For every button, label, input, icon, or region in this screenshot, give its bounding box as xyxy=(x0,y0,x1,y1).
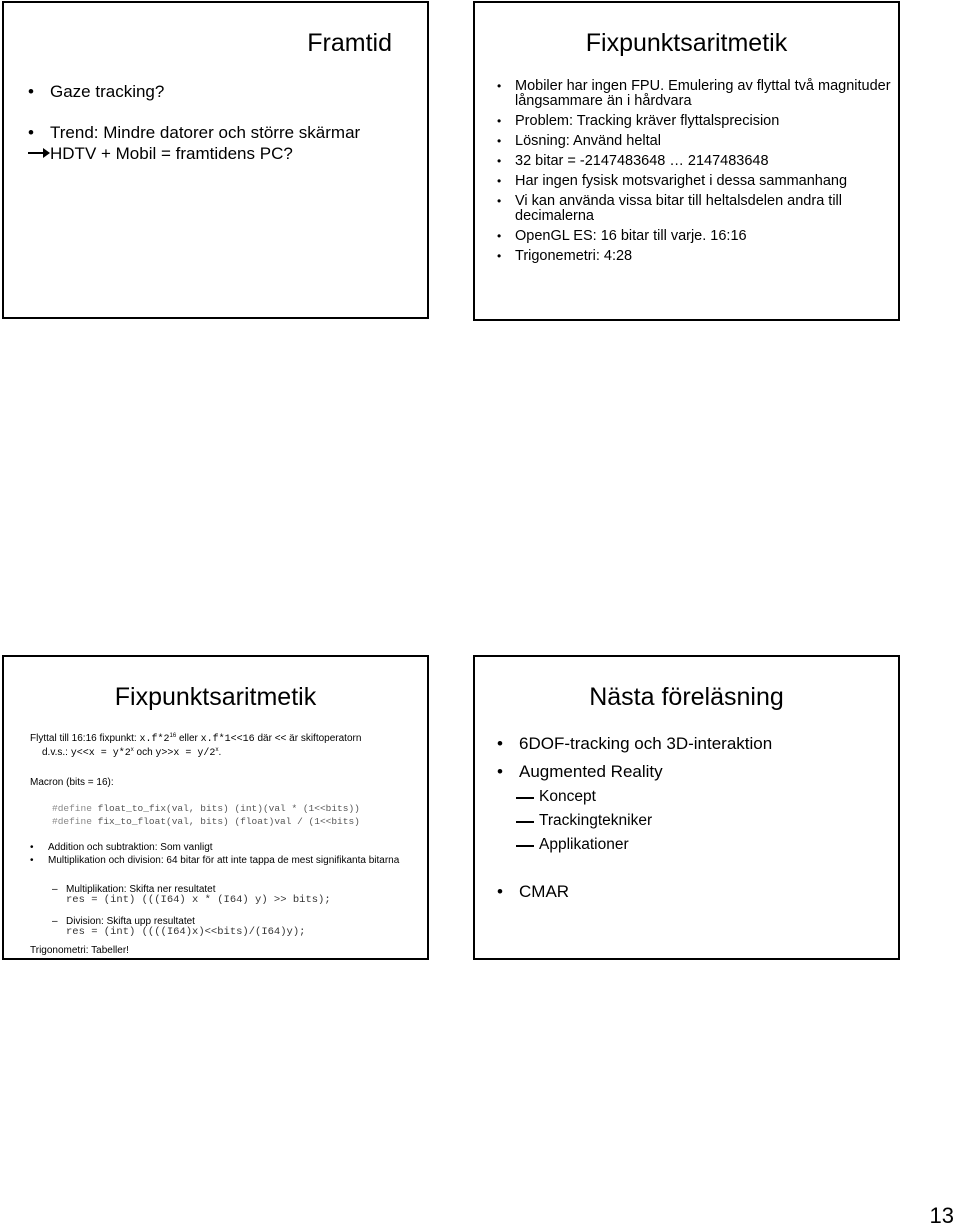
shift-line xyxy=(30,745,420,759)
code-inline: x.f*1<<16 xyxy=(200,734,255,745)
sub-item: Koncept xyxy=(519,786,900,807)
bullet-list xyxy=(28,81,418,184)
sub-item: Trackingtekniker xyxy=(519,810,900,831)
code-keyword: #define xyxy=(52,816,92,827)
code-text: fix_to_float(val, bits) (float)val / (1<<bits) xyxy=(91,816,360,827)
list-item: • Har ingen fysisk motsvarighet i dessa sammanhang xyxy=(497,174,892,189)
list-item: • Mobiler har ingen FPU. Emulering av flyttal två magnituder långsammare än i hårdvara xyxy=(497,79,892,109)
text: Flyttal till 16:16 fixpunkt: xyxy=(30,733,137,744)
code-keyword: #define xyxy=(52,803,92,814)
sub-item-multiplication xyxy=(52,884,420,906)
list-item: • Lösning: Använd heltal xyxy=(497,134,892,149)
sub-item-label: – Multiplikation: Skifta ner resultatet xyxy=(66,884,216,895)
text: där << är skiftoperatorn xyxy=(257,733,362,744)
list-item: • Multiplikation och division: 64 bitar för att inte tappa de mest signifikanta bitarna xyxy=(30,855,420,866)
slide-title: Nästa föreläsning xyxy=(589,683,784,711)
code-line: res = (int) (((I64) x * (I64) y) >> bits); xyxy=(66,894,331,906)
list-item xyxy=(497,761,892,855)
slide-fixpunkt-2 xyxy=(2,655,429,960)
list-item xyxy=(28,122,418,164)
list-item: • Trigonemetri: 4:28 xyxy=(497,249,892,264)
list-item: • Vi kan använda vissa bitar till heltalsdelen andra till decimalerna xyxy=(497,194,892,224)
list-item: • CMAR xyxy=(497,881,892,902)
page-number: 13 xyxy=(929,1203,954,1228)
list-item: • Problem: Tracking kräver flyttalsprecision xyxy=(497,114,892,129)
sub-list xyxy=(519,786,900,855)
bullet-list xyxy=(30,842,420,866)
slide-title: Framtid xyxy=(307,29,392,57)
code-line: res = (int) ((((I64)x)<<bits)/(I64)y); xyxy=(66,926,306,938)
slide-title: Fixpunktsaritmetik xyxy=(114,683,317,711)
slide-body xyxy=(30,731,420,948)
list-item: • Gaze tracking? xyxy=(28,81,418,102)
arrow-right-icon xyxy=(28,152,48,154)
sub-list xyxy=(30,884,420,938)
list-item: • OpenGL ES: 16 bitar till varje. 16:16 xyxy=(497,229,892,244)
code-inline: y>>x = y/2 xyxy=(155,748,216,759)
text: och xyxy=(136,747,153,758)
list-item-text: Augmented Reality xyxy=(519,762,663,781)
list-item: • 6DOF-tracking och 3D-interaktion xyxy=(497,733,892,754)
text: d.v.s.: xyxy=(42,747,68,758)
superscript: x xyxy=(215,747,219,753)
slide-title: Fixpunktsaritmetik xyxy=(585,29,788,57)
slide-footer-note: Trigonometri: Tabeller! xyxy=(30,945,129,956)
slide-framtid xyxy=(2,1,429,319)
arrow-line-text: HDTV + Mobil = framtidens PC? xyxy=(50,144,293,163)
code-line xyxy=(52,815,420,828)
text: eller xyxy=(178,733,198,744)
superscript: x xyxy=(130,747,134,753)
conversion-line xyxy=(30,731,420,745)
superscript: 16 xyxy=(169,733,177,739)
code-block xyxy=(30,802,420,828)
bullet-list xyxy=(497,79,892,269)
code-inline: x.f*2 xyxy=(139,734,170,745)
slide-nasta-forelasning xyxy=(473,655,900,960)
sub-item-label: – Division: Skifta upp resultatet xyxy=(66,916,195,927)
sub-item: Applikationer xyxy=(519,834,900,855)
sub-item-division xyxy=(52,916,420,938)
code-inline: y<<x = y*2 xyxy=(70,748,131,759)
code-text: float_to_fix(val, bits) (int)(val * (1<<bits)) xyxy=(91,803,360,814)
arrow-line xyxy=(50,143,418,164)
list-item: • 32 bitar = -2147483648 … 2147483648 xyxy=(497,154,892,169)
bullet-list xyxy=(497,733,892,909)
code-line xyxy=(52,802,420,815)
list-item: • Addition och subtraktion: Som vanligt xyxy=(30,842,420,853)
list-item-text: Trend: Mindre datorer och större skärmar xyxy=(50,123,361,142)
macro-label: Macron (bits = 16): xyxy=(30,777,114,788)
text: . xyxy=(218,747,222,758)
slide-fixpunkt-1 xyxy=(473,1,900,321)
